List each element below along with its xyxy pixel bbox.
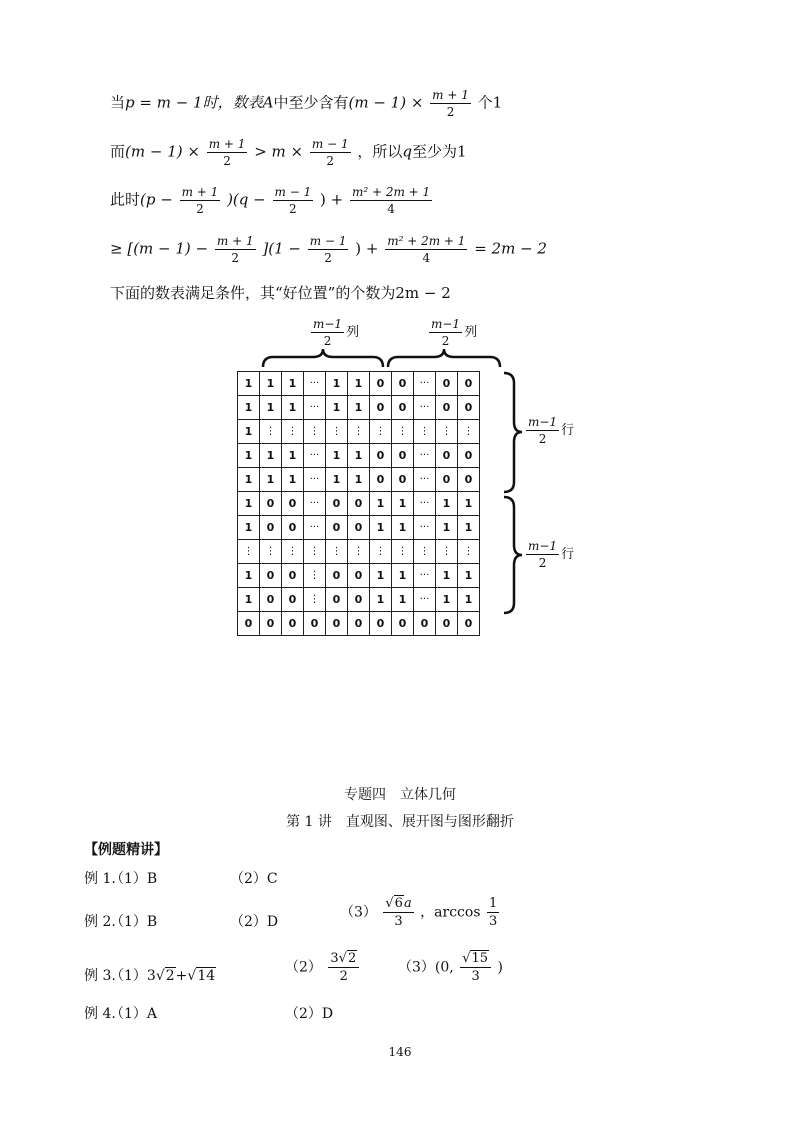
table-cell: 1 <box>348 396 370 420</box>
fraction: $\frac{\text{m² + 2m + 1}}{4}$ <box>351 185 431 216</box>
table-cell: 0 <box>370 444 392 468</box>
table-cell: ⋮ <box>282 540 304 564</box>
table-cell: ··· <box>304 444 326 468</box>
table-cell: 1 <box>436 516 458 540</box>
table-cell: 1 <box>282 468 304 492</box>
brace-top-right <box>388 349 500 367</box>
table-row <box>238 588 480 612</box>
table-cell: 1 <box>326 372 348 396</box>
table-cell: 0 <box>238 612 260 636</box>
page-number: 146 <box>388 1045 412 1059</box>
example-4-answer-1: （1）A <box>110 1006 158 1022</box>
example-1-answer-2: （2）C <box>230 871 278 887</box>
example-3-answer-1: （1）3√2+√14 <box>110 968 216 984</box>
table-cell: 0 <box>326 564 348 588</box>
text: q <box>402 142 412 161</box>
example-2-answer-1: （1）B <box>110 914 158 930</box>
text: 中至少含有 <box>273 93 349 112</box>
text: > m × <box>254 142 304 161</box>
text: p = m − 1时，数表 <box>125 93 263 112</box>
table-cell: 1 <box>238 588 260 612</box>
table-cell: ··· <box>414 588 436 612</box>
example-3-answer-2: （2） $\frac{3√2}{2}$ <box>285 951 361 984</box>
table-cell: 0 <box>392 468 414 492</box>
example-2-answer-3: （3） $\frac{√6a}{3}$ ，arccos $\frac{1}{3}$ <box>340 896 498 929</box>
table-cell: 1 <box>436 492 458 516</box>
table-cell: 1 <box>260 468 282 492</box>
example-2-label: 例 2. <box>84 914 116 930</box>
table-cell: ··· <box>304 516 326 540</box>
table-cell: 0 <box>370 396 392 420</box>
table-cell: ⋮ <box>392 540 414 564</box>
table-cell: 1 <box>238 444 260 468</box>
table-cell: 1 <box>238 396 260 420</box>
table-row <box>238 396 480 420</box>
table-cell: 0 <box>282 612 304 636</box>
table-cell: 0 <box>326 612 348 636</box>
table-cell: 1 <box>282 372 304 396</box>
table-cell: 1 <box>238 468 260 492</box>
table-cell: 0 <box>304 612 326 636</box>
table-cell: 1 <box>238 372 260 396</box>
table-cell: 0 <box>348 588 370 612</box>
table-cell: ⋮ <box>414 420 436 444</box>
table-cell: 0 <box>436 396 458 420</box>
table-row <box>238 516 480 540</box>
table-cell: 1 <box>238 564 260 588</box>
text: ) + <box>320 190 344 209</box>
table-cell: 1 <box>370 492 392 516</box>
table-cell: 1 <box>370 564 392 588</box>
table-cell: ⋮ <box>348 420 370 444</box>
table-cell: 1 <box>348 372 370 396</box>
table-cell: 0 <box>282 516 304 540</box>
table-cell: 1 <box>458 516 480 540</box>
table-cell: 1 <box>260 396 282 420</box>
table-cell: ··· <box>414 444 436 468</box>
text: ，所以 <box>357 142 403 161</box>
table-cell: ⋮ <box>304 564 326 588</box>
table-cell: 0 <box>282 564 304 588</box>
number-table <box>237 371 480 636</box>
example-3-answer-3: （3）(0, $\frac{√15}{3}$ ) <box>398 951 503 984</box>
table-cell: 1 <box>326 396 348 420</box>
text: (p − <box>140 190 173 209</box>
table-cell: ⋮ <box>238 540 260 564</box>
table-cell: 0 <box>392 372 414 396</box>
table-cell: 0 <box>260 516 282 540</box>
table-cell: ··· <box>414 516 436 540</box>
table-cell: 0 <box>436 444 458 468</box>
table-cell: 1 <box>282 444 304 468</box>
table-cell: 0 <box>282 588 304 612</box>
table-cell: 0 <box>392 396 414 420</box>
table-row <box>238 492 480 516</box>
table-cell: 1 <box>436 588 458 612</box>
table-cell: ··· <box>304 492 326 516</box>
table-cell: ⋮ <box>458 420 480 444</box>
table-cell: 1 <box>238 516 260 540</box>
table-cell: ··· <box>414 492 436 516</box>
text: ≥ [(m − 1) − <box>110 239 209 258</box>
table-row <box>238 468 480 492</box>
table-cell: ⋮ <box>326 420 348 444</box>
brace-label-top-right: $\frac{m-1}{2}$ 列 <box>431 317 478 348</box>
examples-heading: 【例题精讲】 <box>84 842 168 858</box>
table-cell: 0 <box>326 588 348 612</box>
fraction: $\frac{m + 1}{2}$ <box>432 88 469 119</box>
text: )(q − <box>227 190 266 209</box>
text: ) + <box>355 239 379 258</box>
table-cell: 0 <box>348 564 370 588</box>
table-cell: 1 <box>348 468 370 492</box>
brace-label-top-left: $\frac{m-1}{2}$ 列 <box>313 317 360 348</box>
table-cell: 0 <box>348 516 370 540</box>
table-cell: 0 <box>392 612 414 636</box>
table-cell: ··· <box>304 468 326 492</box>
table-cell: 1 <box>392 516 414 540</box>
table-cell: 0 <box>436 468 458 492</box>
brace-top-left <box>263 349 383 367</box>
table-cell: 1 <box>392 492 414 516</box>
text: 个1 <box>477 93 503 112</box>
table-cell: ⋮ <box>326 540 348 564</box>
table-cell: ⋮ <box>260 420 282 444</box>
table-cell: ··· <box>414 396 436 420</box>
table-cell: ··· <box>304 396 326 420</box>
table-cell: 0 <box>458 468 480 492</box>
table-cell: ⋮ <box>458 540 480 564</box>
text: 当 <box>110 93 126 112</box>
table-cell: 0 <box>436 372 458 396</box>
table-cell: ··· <box>414 372 436 396</box>
table-cell: 0 <box>260 492 282 516</box>
table-cell: 0 <box>370 612 392 636</box>
table-cell: 0 <box>348 612 370 636</box>
text: (m − 1) × <box>348 93 424 112</box>
brace-right-bottom <box>504 497 522 613</box>
example-4-label: 例 4. <box>84 1006 116 1022</box>
table-cell: 0 <box>348 492 370 516</box>
fraction: $\frac{m - 1}{2}$ <box>309 234 347 265</box>
table-cell: 1 <box>238 420 260 444</box>
text: A <box>262 93 274 112</box>
table-cell: 0 <box>326 492 348 516</box>
table-row <box>238 612 480 636</box>
table-cell: 1 <box>370 516 392 540</box>
table-cell: 1 <box>326 468 348 492</box>
table-cell: 0 <box>370 468 392 492</box>
table-cell: ⋮ <box>348 540 370 564</box>
table-cell: ⋮ <box>392 420 414 444</box>
brace-label-right-top: $\frac{m-1}{2}$ 行 <box>528 415 575 446</box>
formula-line-5: 下面的数表满足条件，其“好位置”的个数为2m − 2 <box>110 284 451 302</box>
text: = 2m − 2 <box>474 239 547 258</box>
fraction: $\frac{m - 1}{2}$ <box>274 185 312 216</box>
table-cell: ⋮ <box>304 588 326 612</box>
table-cell: 1 <box>348 444 370 468</box>
table-cell: ⋮ <box>304 540 326 564</box>
fraction: $\frac{m + 1}{2}$ <box>181 185 219 216</box>
table-cell: ··· <box>414 564 436 588</box>
text: ](1 − <box>262 239 301 258</box>
table-cell: 1 <box>436 564 458 588</box>
table-cell: 1 <box>458 564 480 588</box>
table-cell: 1 <box>458 492 480 516</box>
table-cell: ⋮ <box>414 540 436 564</box>
table-cell: ⋮ <box>304 420 326 444</box>
table-cell: 0 <box>392 444 414 468</box>
example-3-label: 例 3. <box>84 968 116 984</box>
table-cell: 0 <box>370 372 392 396</box>
table-cell: ⋮ <box>260 540 282 564</box>
table-row <box>238 444 480 468</box>
table-cell: ⋮ <box>370 540 392 564</box>
table-cell: ··· <box>304 372 326 396</box>
table-cell: 1 <box>458 588 480 612</box>
fraction: $\frac{m + 1}{2}$ <box>208 137 246 168</box>
example-2-answer-2: （2）D <box>230 914 279 930</box>
table-row <box>238 540 480 564</box>
table-cell: ··· <box>414 468 436 492</box>
table-cell: ⋮ <box>436 420 458 444</box>
table-cell: 1 <box>260 372 282 396</box>
table-row <box>238 420 480 444</box>
text: (m − 1) × <box>125 142 200 161</box>
fraction: $\frac{\text{m² + 2m + 1}}{4}$ <box>387 234 466 265</box>
table-cell: 0 <box>260 588 282 612</box>
table-cell: 0 <box>326 516 348 540</box>
table-cell: ⋮ <box>436 540 458 564</box>
table-cell: 1 <box>392 564 414 588</box>
table-cell: 0 <box>260 612 282 636</box>
table-cell: 0 <box>260 564 282 588</box>
text: 而 <box>110 142 126 161</box>
table-cell: 1 <box>260 444 282 468</box>
table-cell: 0 <box>458 444 480 468</box>
topic-title: 专题四 立体几何 <box>344 787 456 803</box>
table-cell: 0 <box>414 612 436 636</box>
lecture-title: 第 1 讲 直观图、展开图与图形翻折 <box>286 814 514 830</box>
fraction: $\frac{m - 1}{2}$ <box>311 137 349 168</box>
table-cell: 1 <box>326 444 348 468</box>
table-cell: ⋮ <box>282 420 304 444</box>
example-1-label: 例 1. <box>84 871 116 887</box>
table-cell: 0 <box>282 492 304 516</box>
table-cell: 1 <box>282 396 304 420</box>
example-4-answer-2: （2）D <box>285 1006 334 1022</box>
brace-label-right-bottom: $\frac{m-1}{2}$ 行 <box>528 539 575 570</box>
text: 至少为1 <box>412 142 467 161</box>
text: 此时 <box>110 190 141 209</box>
table-cell: 1 <box>370 588 392 612</box>
table-cell: 0 <box>458 612 480 636</box>
fraction: $\frac{m + 1}{2}$ <box>216 234 254 265</box>
table-row <box>238 372 480 396</box>
table-cell: 0 <box>436 612 458 636</box>
table-row <box>238 564 480 588</box>
brace-right-top <box>504 373 522 492</box>
table-cell: 0 <box>458 396 480 420</box>
table-cell: 1 <box>392 588 414 612</box>
table-cell: 1 <box>238 492 260 516</box>
example-1-answer-1: （1）B <box>110 871 158 887</box>
table-cell: 0 <box>458 372 480 396</box>
table-cell: ⋮ <box>370 420 392 444</box>
